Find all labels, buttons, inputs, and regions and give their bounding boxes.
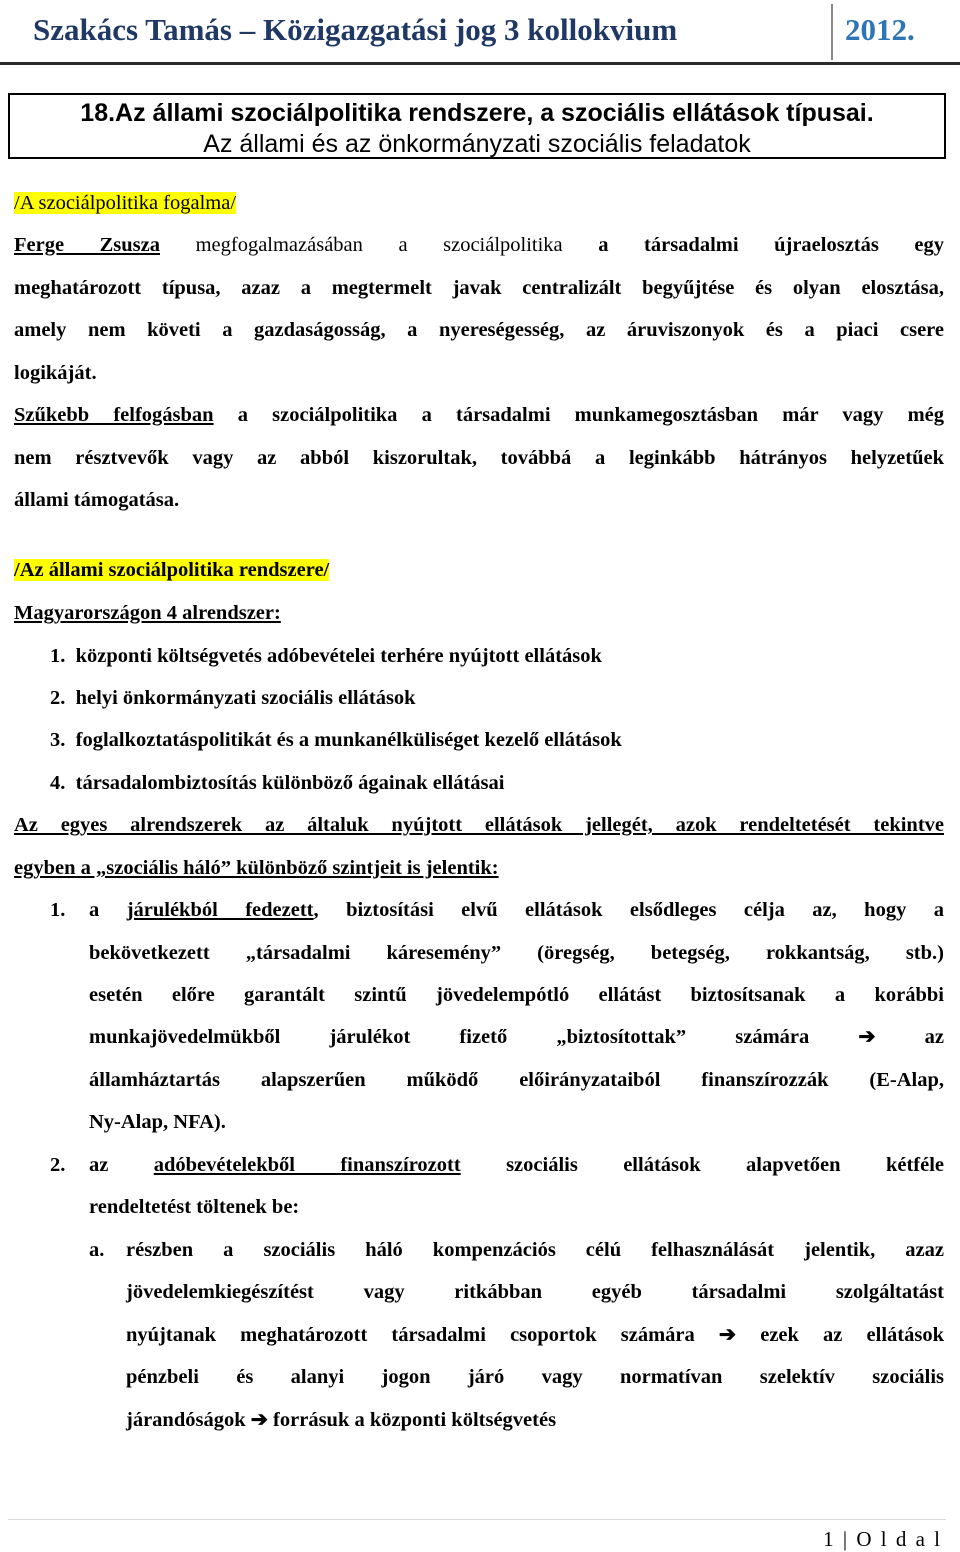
sublist-line: járandóságok ➔ forrásuk a központi költségvetés — [126, 1409, 557, 1431]
subheading: Magyarországon 4 alrendszer: — [14, 602, 281, 624]
title-line-2: Az állami és az önkormányzati szociális feladatok — [203, 130, 751, 158]
list-number: 1. — [50, 899, 66, 921]
sublist-label: a. — [89, 1239, 105, 1261]
list-item-line: államháztartás alapszerűen működő előirányzataiból finanszírozzák (E-Alap, — [89, 1069, 944, 1091]
paragraph-line: Az egyes alrendszerek az általuk nyújtott ellátások jellegét, azok rendeltetését tekintve — [14, 814, 944, 836]
list-item: 1. központi költségvetés adóbevételei terhére nyújtott ellátások — [50, 645, 602, 667]
paragraph-line: egyben a „szociális háló” különböző szintjeit is jelentik: — [14, 857, 499, 879]
paragraph-line: amely nem követi a gazdaságosság, a nyereségesség, az áruviszonyok és a piaci csere — [14, 319, 944, 341]
list-item: 3. foglalkoztatáspolitikát és a munkanélküliséget kezelő ellátások — [50, 729, 622, 751]
section-heading-system: /Az állami szociálpolitika rendszere/ — [14, 559, 330, 581]
list-number: 2. — [50, 1154, 66, 1176]
sublist-line: részben a szociális háló kompenzációs célú felhasználását jelentik, azaz — [126, 1239, 944, 1261]
footer-separator: | — [842, 1527, 850, 1551]
section-heading-concept: /A szociálpolitika fogalma/ — [14, 192, 237, 214]
header-rule — [0, 62, 960, 65]
page-header — [0, 0, 960, 66]
footer-rule — [8, 1519, 946, 1520]
narrow-term: Szűkebb felfogásban — [14, 404, 214, 426]
paragraph-line: állami támogatása. — [14, 489, 180, 511]
title-line-1: 18.Az állami szociálpolitika rendszere, a szociális ellátások típusai. — [80, 99, 874, 127]
header-year: 2012. — [845, 12, 915, 47]
paragraph-line: Szűkebb felfogásban a szociálpolitika a társadalmi munkamegosztásban már vagy még — [14, 404, 944, 426]
list-item: 4. társadalombiztosítás különböző ágainak ellátásai — [50, 772, 505, 794]
footer-label: O l d a l — [856, 1527, 942, 1551]
paragraph-line: nem résztvevők vagy az abból kiszorultak, továbbá a leginkább hátrányos helyzetűek — [14, 447, 944, 469]
paragraph-line: meghatározott típusa, azaz a megtermelt javak centralizált begyűjtése és olyan elosztása, — [14, 277, 944, 299]
list-item-line: rendeltetést töltenek be: — [89, 1196, 300, 1218]
arrow-right-icon: ➔ — [718, 1324, 737, 1346]
author-name: Ferge Zsusza — [14, 234, 161, 256]
header-title: Szakács Tamás – Közigazgatási jog 3 kollokvium — [33, 12, 678, 47]
list-item-line: esetén előre garantált szintű jövedelempótló ellátást biztosítsanak a korábbi — [89, 984, 944, 1006]
list-item-line: bekövetkezett „társadalmi káresemény” (öregség, betegség, rokkantság, stb.) — [89, 942, 944, 964]
paragraph-line: Ferge Zsusza megfogalmazásában a szociálpolitika a társadalmi újraelosztás egy — [14, 234, 945, 256]
header-separator — [831, 4, 833, 60]
title-box — [8, 93, 946, 159]
list-item-line: Ny-Alap, NFA). — [89, 1111, 226, 1133]
sublist-line: nyújtanak meghatározott társadalmi csoportok számára ➔ ezek az ellátások — [126, 1324, 944, 1346]
list-item-line: a járulékból fedezett, biztosítási elvű ellátások elsődleges célja az, hogy a — [89, 899, 945, 921]
page-footer — [823, 1527, 942, 1552]
list-item-line: munkajövedelmükből járulékot fizető „biztosítottak” számára ➔ az — [89, 1026, 945, 1048]
paragraph-line: logikáját. — [14, 362, 97, 384]
arrow-right-icon: ➔ — [858, 1026, 876, 1048]
sublist-line: jövedelemkiegészítést vagy ritkábban egyéb társadalmi szolgáltatást — [126, 1281, 944, 1303]
sublist-line: pénzbeli és alanyi jogon járó vagy normatívan szelektív szociális — [126, 1366, 944, 1388]
list-item: 2. helyi önkormányzati szociális ellátások — [50, 687, 416, 709]
list-item-line: az adóbevételekből finanszírozott szociális ellátások alapvetően kétféle — [89, 1154, 944, 1176]
arrow-right-icon: ➔ — [250, 1409, 268, 1431]
page-number: 1 — [823, 1527, 836, 1551]
